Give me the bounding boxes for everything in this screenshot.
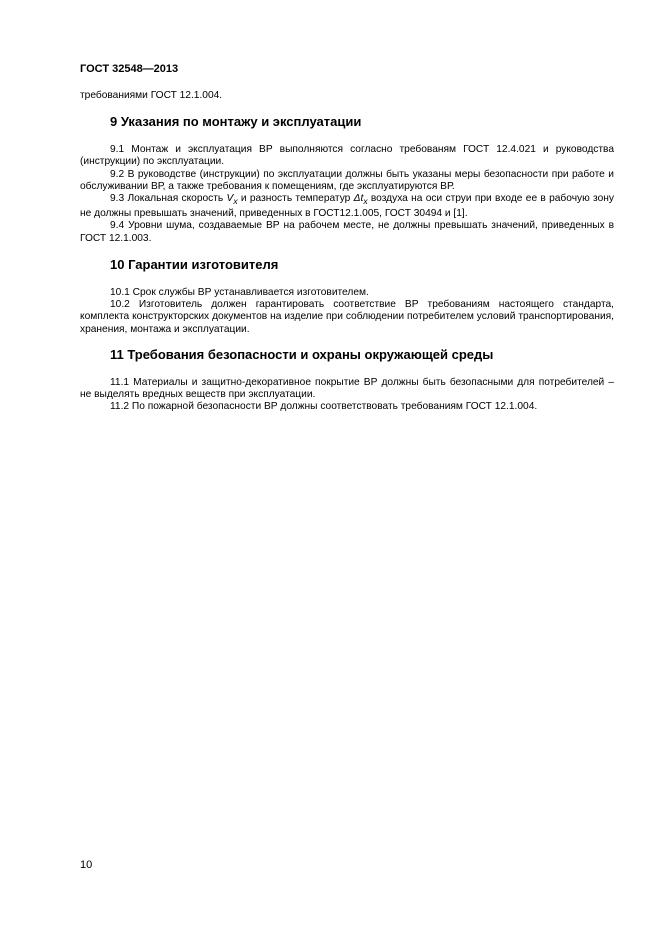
paragraph-9-3-part-c: воздуха на оси струи при входе ее в рабочую зону не должны превышать значений, приведенных в ГОСТ12.1.005, ГОСТ 30494 и [1].	[80, 193, 614, 219]
section-10-title: 10 Гарантии изготовителя	[110, 257, 279, 273]
paragraph-9-1: 9.1 Монтаж и эксплуатация ВР выполняются согласно требованям ГОСТ 12.4.021 и руководства (инструкции) по эксплуатации.	[80, 143, 614, 168]
paragraph-11-2: 11.2 По пожарной безопасности ВР должны соответствовать требованиям ГОСТ 12.1.004.	[110, 401, 538, 413]
paragraph-9-3-part-b: и разность температур	[237, 193, 354, 205]
document-body	[80, 90, 614, 414]
section-11-title: 11 Требования безопасности и охраны окружающей среды	[110, 347, 494, 363]
intro-text: требованиями ГОСТ 12.1.004.	[80, 90, 223, 101]
document-header: ГОСТ 32548—2013	[80, 63, 179, 75]
paragraph-10-1: 10.1 Срок службы ВР устанавливается изготовителем.	[110, 286, 369, 298]
page-number: 10	[80, 859, 93, 871]
paragraph-10-2: 10.2 Изготовитель должен гарантировать соответствие ВР требованиям настоящего стандарта, комплекта конструкторских документов на изделие при соблюдении потребителем условий транспортирования, хранения, монтажа и эксплуатации.	[80, 298, 614, 335]
temperature-delta-symbol: $\Delta t_x$	[353, 193, 368, 207]
velocity-symbol: $V_x$	[226, 193, 238, 207]
section-9-title: 9 Указания по монтажу и эксплуатации	[110, 114, 362, 130]
paragraph-9-4: 9.4 Уровни шума, создаваемые ВР на рабочем месте, не должны превышать значений, приведенных в ГОСТ 12.1.003.	[80, 220, 614, 244]
paragraph-9-2: 9.2 В руководстве (инструкции) по эксплуатации должны быть указаны меры безопасности при работе и обслуживании ВР, а также требования к помещениям, где эксплуатируются ВР.	[80, 168, 614, 193]
paragraph-9-3-part-a: 9.3 Локальная скорость	[110, 193, 227, 205]
paragraph-9-3	[80, 193, 614, 220]
paragraph-11-1: 11.1 Материалы и защитно-декоративное покрытие ВР должны быть безопасными для потребителей – не выделять вредных веществ при эксплуатации.	[80, 376, 614, 400]
